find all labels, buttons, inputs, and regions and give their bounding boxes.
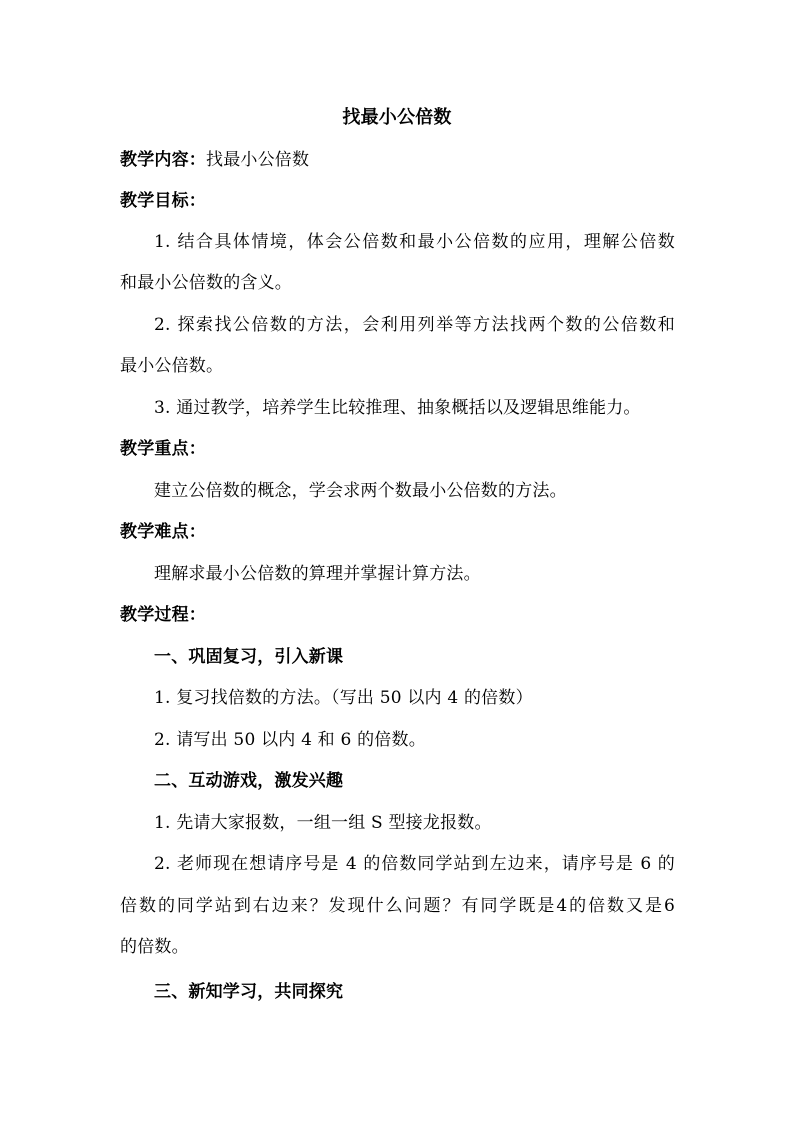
- difficulties-heading: 教学难点：: [120, 522, 206, 542]
- objective-1-line-1: 1. 结合具体情境，体会公倍数和最小公倍数的应用，理解公倍数: [154, 232, 675, 252]
- section-2-item-1: 1. 先请大家报数，一组一组 S 型接龙报数。: [154, 813, 492, 833]
- content-label: 教学内容：: [120, 150, 206, 170]
- difficulties-text: 理解求最小公倍数的算理并掌握计算方法。: [154, 564, 481, 584]
- content-value: 找最小公倍数: [206, 150, 310, 170]
- document-title: 找最小公倍数: [342, 107, 452, 128]
- objective-1-line-2: 和最小公倍数的含义。: [120, 273, 292, 293]
- section-2-heading: 二、互动游戏，激发兴趣: [154, 771, 344, 791]
- section-2-item-2-line-1: 2. 老师现在想请序号是 4 的倍数同学站到左边来，请序号是 6 的: [154, 854, 675, 874]
- section-1-heading: 一、巩固复习，引入新课: [154, 647, 344, 667]
- objectives-heading: 教学目标：: [120, 191, 206, 211]
- section-2-item-2-line-2: 倍数的同学站到右边来？发现什么问题？有同学既是4的倍数又是6: [120, 896, 675, 916]
- process-heading: 教学过程：: [120, 605, 206, 625]
- key-points-text: 建立公倍数的概念，学会求两个数最小公倍数的方法。: [154, 481, 567, 501]
- section-3-heading: 三、新知学习，共同探究: [154, 982, 344, 1002]
- objective-2-line-1: 2. 探索找公倍数的方法，会利用列举等方法找两个数的公倍数和: [154, 315, 675, 335]
- section-1-item-1: 1. 复习找倍数的方法。（写出 50 以内 4 的倍数）: [154, 688, 533, 708]
- key-points-heading: 教学重点：: [120, 439, 206, 459]
- section-2-item-2-line-3: 的倍数。: [120, 937, 189, 957]
- section-1-item-2: 2. 请写出 50 以内 4 和 6 的倍数。: [154, 730, 426, 750]
- objective-2-line-2: 最小公倍数。: [120, 356, 224, 376]
- objective-3-line-1: 3. 通过教学，培养学生比较推理、抽象概括以及逻辑思维能力。: [154, 398, 641, 418]
- content-row: [120, 148, 680, 172]
